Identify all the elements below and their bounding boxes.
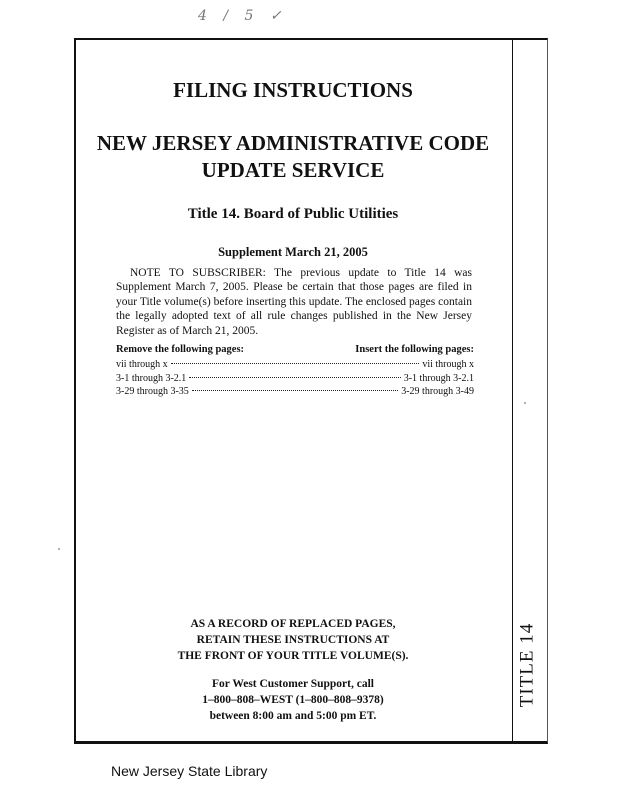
insert-pages: vii through x xyxy=(422,359,474,370)
supplement-date: Supplement March 21, 2005 xyxy=(218,245,368,259)
pages-table-header xyxy=(116,344,474,355)
record-line-3: THE FRONT OF YOUR TITLE VOLUME(S). xyxy=(177,650,409,662)
record-notice xyxy=(74,616,512,664)
table-row xyxy=(116,372,474,386)
subtitle-line-2: UPDATE SERVICE xyxy=(201,158,385,182)
remove-pages: 3-1 through 3-2.1 xyxy=(116,372,187,384)
subtitle-line-1: NEW JERSEY ADMINISTRATIVE CODE xyxy=(96,131,490,155)
customer-support xyxy=(74,676,512,724)
pages-table xyxy=(116,344,474,399)
title-tab xyxy=(507,622,547,708)
remove-header: Remove the following pages: xyxy=(116,344,245,355)
insert-pages: 3-1 through 3-2.1 xyxy=(403,372,474,384)
support-hours: between 8:00 am and 5:00 pm ET. xyxy=(209,710,377,722)
title-heading: Title 14. Board of Public Utilities xyxy=(187,206,399,222)
remove-pages: vii through x xyxy=(116,359,168,370)
scan-speck xyxy=(524,402,526,404)
insert-header: Insert the following pages: xyxy=(355,344,474,355)
library-stamp: New Jersey State Library xyxy=(111,763,268,779)
record-line-1: AS A RECORD OF REPLACED PAGES, xyxy=(190,618,396,630)
table-row xyxy=(116,358,474,372)
document-title: FILING INSTRUCTIONS xyxy=(173,78,413,102)
dot-leader xyxy=(189,377,400,378)
remove-pages: 3-29 through 3-35 xyxy=(116,386,189,397)
table-row xyxy=(116,385,474,399)
support-phone: 1–800–808–WEST (1–800–808–9378) xyxy=(202,694,384,706)
support-line-1: For West Customer Support, call xyxy=(212,678,374,690)
document-subtitle xyxy=(74,130,512,184)
dot-leader xyxy=(171,363,420,364)
record-line-2: RETAIN THESE INSTRUCTIONS AT xyxy=(196,634,390,646)
tab-label: TITLE 14 xyxy=(516,622,538,708)
subscriber-note: NOTE TO SUBSCRIBER: The previous update to Title 14 was Supplement March 7, 2005. Please be certain that those pages are filed in your Title volume(s) before inserting this update. The enclosed pages contain the legally adopted text of all rule changes published in the New Jersey Register as of March 21, 2005. xyxy=(116,267,472,337)
dot-leader xyxy=(192,390,398,391)
insert-pages: 3-29 through 3-49 xyxy=(401,386,474,397)
handwritten-mark: 4 / 5 ✓ xyxy=(198,8,288,24)
scan-speck xyxy=(58,548,60,550)
